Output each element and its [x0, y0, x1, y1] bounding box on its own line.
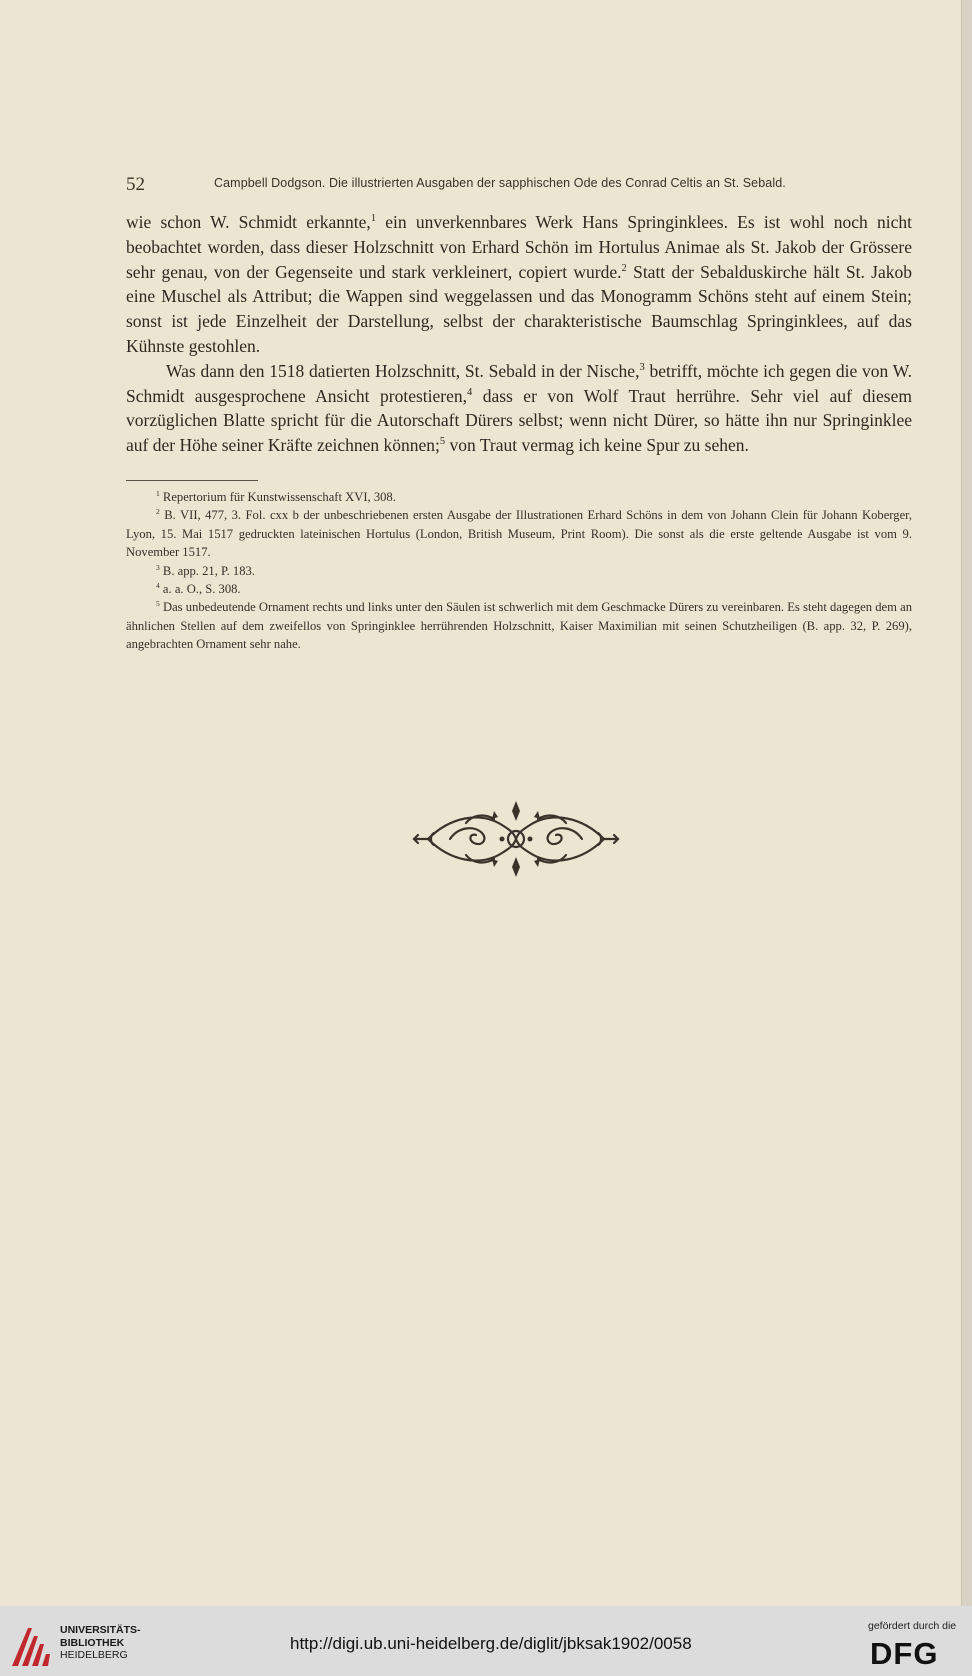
text-run: ein unverkennbares Werk Hans Springinklees. Es ist wohl noch nicht beobachtet worden, dass dieser Holzschnitt von Erhard Schön im Hortulus Animae als St. Jakob der Grössere sehr genau, von der Gegenseite und stark verkleinert, copiert wurde.: [126, 212, 912, 282]
text-run: betrifft, möchte ich gegen die von W. Schmidt ausgesprochene Ansicht protestieren,: [126, 360, 912, 406]
footnote-ref[interactable]: 1: [370, 213, 377, 225]
footnote-number: 2: [156, 507, 160, 517]
heidelberg-library-logo-icon[interactable]: [8, 1622, 54, 1668]
footnotes: [126, 488, 912, 654]
page-header: [126, 172, 838, 194]
footnote-3: [126, 562, 912, 580]
footnote-number: 4: [156, 580, 160, 590]
footnote-ref[interactable]: 4: [466, 386, 473, 398]
footnote-5: [126, 598, 912, 653]
permalink-url[interactable]: http://digi.ub.uni-heidelberg.de/diglit/jbksak1902/0058: [290, 1634, 692, 1653]
footnote-number: 3: [156, 562, 160, 572]
funder-label: gefördert durch die: [868, 1620, 957, 1632]
footer-bar: [0, 1606, 972, 1676]
footnote-2: [126, 506, 912, 561]
footnote-ref[interactable]: 3: [639, 361, 645, 373]
text-run: wie schon W. Schmidt erkannte,: [126, 212, 371, 232]
body-text: [126, 210, 912, 458]
footnote-ref[interactable]: 5: [439, 436, 446, 448]
ornament-vignette-icon: [410, 797, 622, 881]
footnote-text: Das unbedeutende Ornament rechts und links unter den Säulen ist schwerlich mit dem Geschmacke Dürers zu vereinbaren. Es steht dagegen dem an ähnlichen Stellen auf dem zweifellos von Springinklee herrührenden Holzschnitt, Kaiser Maximilian mit seinen Schutzheiligen (B. app. 32, P. 269), angebrachten Ornament sehr nahe.: [126, 600, 912, 652]
footnote-4: [126, 580, 912, 598]
footnote-text: a. a. O., S. 308.: [159, 582, 241, 597]
text-run: dass er von Wolf Traut herrühre. Sehr viel auf diesem vorzüglichen Blatte spricht für die Autorschaft Dürers selbst; wenn nicht Dürer, so hätte ihn nur Springinklee auf der Höhe seiner Kräfte zeichnen können;: [126, 385, 912, 456]
footnote-divider: [126, 480, 258, 481]
page-number: 52: [126, 174, 145, 195]
footnote-number: 1: [156, 488, 160, 498]
library-name-line: HEIDELBERG: [60, 1649, 128, 1661]
footnote-text: B. VII, 477, 3. Fol. cxx b der unbeschriebenen ersten Ausgabe der Illustrationen Erhard Schöns in dem von Johann Clein für Johann Koberger, Lyon, 15. Mai 1517 gedruckten lateinischen Hortulus (London, British Museum, Print Room). Die sonst als die erste geltende Ausgabe ist vom 9. November 1517.: [126, 508, 912, 560]
footnote-1: [126, 488, 912, 506]
footnote-text: B. app. 21, P. 183.: [159, 563, 255, 578]
library-name-line: BIBLIOTHEK: [60, 1636, 125, 1649]
text-run: von Traut vermag ich keine Spur zu sehen.: [445, 435, 749, 456]
text-run: Was dann den 1518 datierten Holzschnitt, St. Sebald in der Nische,: [166, 360, 640, 381]
dfg-logo[interactable]: DFG: [870, 1636, 939, 1671]
running-title: Campbell Dodgson. Die illustrierten Ausgaben der sapphischen Ode des Conrad Celtis an St. Sebald.: [214, 176, 786, 190]
footnote-number: 5: [156, 599, 160, 609]
page-edge: [961, 0, 972, 1606]
library-name[interactable]: [60, 1624, 141, 1662]
library-name-line: UNIVERSITÄTS-: [60, 1624, 141, 1636]
text-run: Statt der Sebalduskirche hält St. Jakob eine Muschel als Attribut; die Wappen sind weggelassen und das Monogramm Schöns steht auf einem Stein; sonst ist jede Einzelheit der Darstellung, selbst der charakteristische Baumschlag Springinklees, auf das Kühnste gestohlen.: [126, 261, 912, 356]
footnote-text: Repertorium für Kunstwissenschaft XVI, 308.: [159, 490, 396, 504]
paragraph-2: [126, 359, 912, 458]
footnote-ref[interactable]: 2: [621, 262, 627, 274]
paragraph-1: [126, 210, 912, 359]
